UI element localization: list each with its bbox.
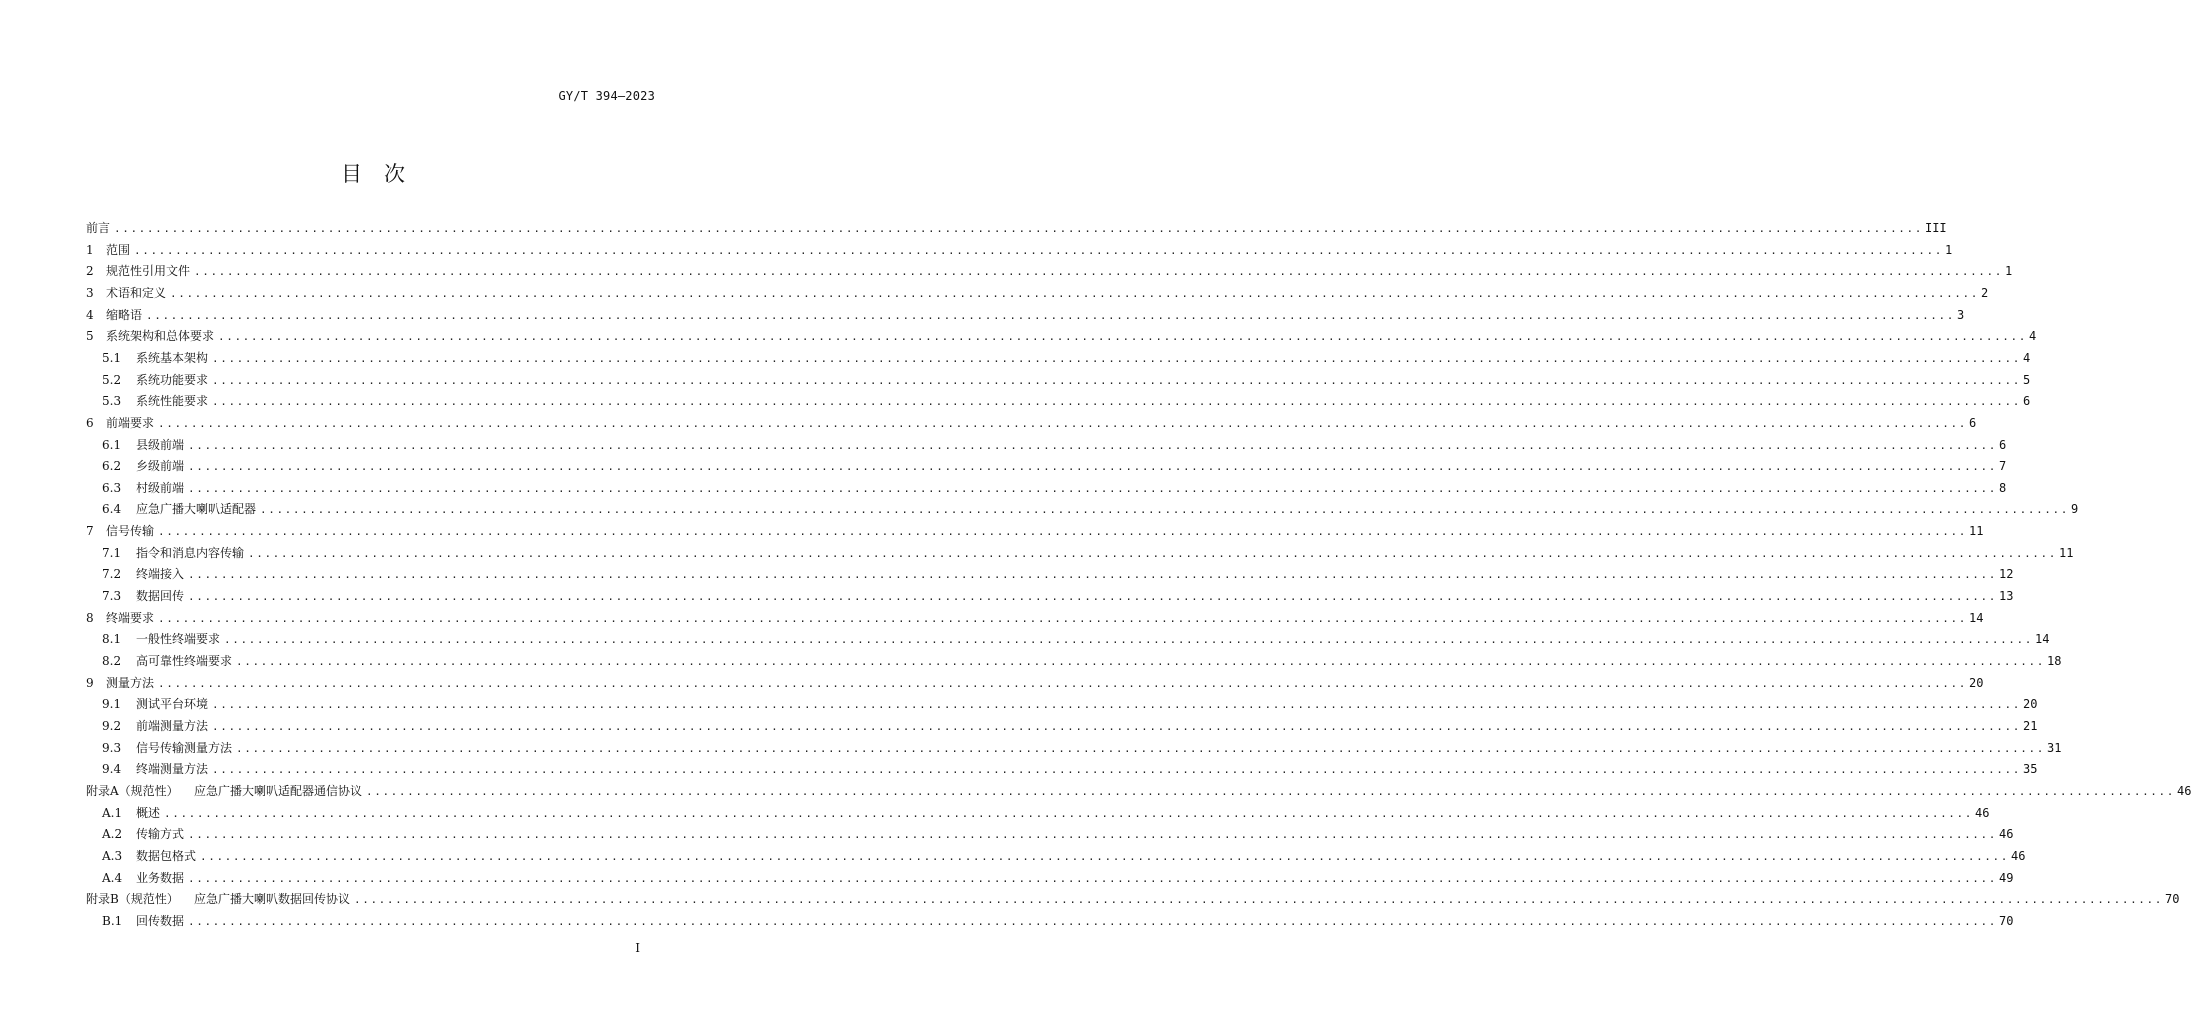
toc-entry-number: 附录A（规范性） (86, 784, 179, 798)
toc-entry-title: 回传数据 (136, 914, 185, 928)
toc-entry-number: 7.2 (102, 567, 122, 581)
toc-entry-page: 2 (1980, 286, 1989, 300)
toc-entry-page: 11 (2058, 546, 2074, 560)
toc-entry-number: A.3 (102, 849, 123, 863)
toc-entry[interactable] (102, 717, 2038, 735)
standard-number: GY/T 394—2023 (558, 89, 655, 103)
toc-entry-title: 应急广播大喇叭数据回传协议 (194, 892, 351, 906)
toc-entry-page: 9 (2070, 502, 2079, 516)
toc-entry-page: 70 (1998, 914, 2014, 928)
toc-entry-page: 31 (2046, 741, 2062, 755)
toc-leader-dots: ............................................................................................................................................................................................................................ (366, 785, 2175, 798)
toc-entry-title: 一般性终端要求 (136, 632, 221, 646)
toc-entry-page: 46 (1974, 806, 1990, 820)
toc-entry-number: 6.1 (102, 438, 122, 452)
toc-leader-dots: ............................................................................................................................................................................................................................ (188, 439, 1997, 452)
toc-leader-dots: ............................................................................................................................................................................................................................ (212, 763, 2021, 776)
toc-leader-dots: ............................................................................................................................................................................................................................ (158, 417, 1967, 430)
toc-leader-dots: ............................................................................................................................................................................................................................ (260, 503, 2069, 516)
toc-entry-number: 6 (86, 416, 94, 430)
toc-entry[interactable] (102, 479, 2007, 497)
toc-leader-dots: ............................................................................................................................................................................................................................ (188, 460, 1997, 473)
toc-entry-number: 4 (86, 308, 94, 322)
toc-entry[interactable] (102, 457, 2007, 475)
toc-entry-title: 前言 (86, 221, 111, 235)
toc-leader-dots: ............................................................................................................................................................................................................................ (212, 720, 2021, 733)
toc-entry[interactable] (86, 674, 1984, 692)
toc-entry-number: A.2 (102, 827, 123, 841)
toc-entry-title: 前端要求 (106, 416, 155, 430)
toc-leader-dots: ............................................................................................................................................................................................................................ (188, 482, 1997, 495)
toc-entry-title: 指令和消息内容传输 (136, 546, 245, 560)
toc-entry[interactable] (102, 739, 2062, 757)
toc-entry[interactable] (102, 349, 2031, 367)
toc-entry-title: 数据包格式 (136, 849, 197, 863)
toc-entry-page: III (1924, 221, 1947, 235)
toc-entry[interactable] (102, 544, 2074, 562)
toc-leader-dots: ............................................................................................................................................................................................................................ (146, 309, 1955, 322)
toc-entry-title: 系统功能要求 (136, 373, 209, 387)
toc-entry[interactable] (86, 284, 1989, 302)
toc-entry[interactable] (102, 371, 2031, 389)
toc-leader-dots: ............................................................................................................................................................................................................................ (200, 850, 2009, 863)
toc-leader-dots: ............................................................................................................................................................................................................................ (236, 655, 2045, 668)
toc-entry-title: 数据回传 (136, 589, 185, 603)
toc-entry-number: 7.1 (102, 546, 122, 560)
toc-entry-number: 5.3 (102, 394, 122, 408)
toc-entry-page: 14 (2034, 632, 2050, 646)
toc-leader-dots: ............................................................................................................................................................................................................................ (164, 807, 1973, 820)
toc-entry-page: 6 (1998, 438, 2007, 452)
toc-entry-page: 70 (2164, 892, 2180, 906)
toc-entry-title: 规范性引用文件 (106, 264, 191, 278)
toc-entry-title: 测量方法 (106, 676, 155, 690)
toc-entry-number: 8.2 (102, 654, 122, 668)
toc-entry-title: 信号传输测量方法 (136, 741, 233, 755)
toc-entry[interactable] (86, 327, 2037, 345)
toc-leader-dots: ............................................................................................................................................................................................................................ (236, 742, 2045, 755)
toc-leader-dots: ............................................................................................................................................................................................................................ (134, 244, 1943, 257)
toc-entry[interactable] (102, 652, 2062, 670)
toc-entry-page: 46 (1998, 827, 2014, 841)
toc-entry-title: 传输方式 (136, 827, 185, 841)
toc-entry[interactable] (86, 609, 1984, 627)
toc-entry-number: 附录B（规范性） (86, 892, 179, 906)
toc-entry-number: 2 (86, 264, 94, 278)
toc-entry[interactable] (102, 500, 2079, 518)
toc-leader-dots: ............................................................................................................................................................................................................................ (248, 547, 2057, 560)
toc-entry-number: 9.4 (102, 762, 122, 776)
toc-entry-title: 乡级前端 (136, 459, 185, 473)
toc-leader-dots: ............................................................................................................................................................................................................................ (212, 395, 2021, 408)
toc-entry-title: 县级前端 (136, 438, 185, 452)
toc-entry-number: 6.3 (102, 481, 122, 495)
toc-entry[interactable] (86, 782, 2191, 800)
toc-leader-dots: ............................................................................................................................................................................................................................ (212, 698, 2021, 711)
toc-leader-dots: ............................................................................................................................................................................................................................ (114, 222, 1923, 235)
toc-entry-title: 系统架构和总体要求 (106, 329, 215, 343)
toc-entry-number: 5.2 (102, 373, 122, 387)
toc-entry-title: 终端接入 (136, 567, 185, 581)
toc-entry-title: 终端测量方法 (136, 762, 209, 776)
toc-leader-dots: ............................................................................................................................................................................................................................ (354, 893, 2163, 906)
toc-leader-dots: ............................................................................................................................................................................................................................ (158, 525, 1967, 538)
toc-entry-number: 6.2 (102, 459, 122, 473)
toc-entry-title: 术语和定义 (106, 286, 167, 300)
toc-entry-title: 缩略语 (106, 308, 143, 322)
toc-entry[interactable] (102, 630, 2050, 648)
toc-entry-number: A.4 (102, 871, 123, 885)
toc-entry-page: 7 (1998, 459, 2007, 473)
toc-entry-number: 7.3 (102, 589, 122, 603)
toc-entry-number: 3 (86, 286, 94, 300)
toc-entry[interactable] (102, 392, 2031, 410)
toc-entry-title: 概述 (136, 806, 161, 820)
toc-entry[interactable] (102, 565, 2014, 583)
toc-entry-number: 9.2 (102, 719, 122, 733)
toc-entry[interactable] (102, 695, 2038, 713)
toc-entry-page: 3 (1956, 308, 1965, 322)
toc-entry-page: 12 (1998, 567, 2014, 581)
toc-entry-title: 业务数据 (136, 871, 185, 885)
toc-entry-number: B.1 (102, 914, 123, 928)
toc-leader-dots: ............................................................................................................................................................................................................................ (188, 872, 1997, 885)
toc-entry-page: 1 (1944, 243, 1953, 257)
toc-entry-page: 14 (1968, 611, 1984, 625)
toc-entry-page: 8 (1998, 481, 2007, 495)
toc-entry[interactable] (102, 912, 2014, 930)
toc-leader-dots: ............................................................................................................................................................................................................................ (212, 352, 2021, 365)
toc-leader-dots: ............................................................................................................................................................................................................................ (188, 828, 1997, 841)
toc-entry[interactable] (86, 219, 1947, 237)
toc-entry-page: 5 (2022, 373, 2031, 387)
toc-entry-number: 9 (86, 676, 94, 690)
toc-leader-dots: ............................................................................................................................................................................................................................ (188, 590, 1997, 603)
toc-entry[interactable] (86, 306, 1965, 324)
toc-entry-title: 高可靠性终端要求 (136, 654, 233, 668)
toc-entry-number: 8.1 (102, 632, 122, 646)
toc-leader-dots: ............................................................................................................................................................................................................................ (224, 633, 2033, 646)
toc-entry[interactable] (102, 760, 2038, 778)
toc-entry-page: 46 (2176, 784, 2191, 798)
page-folio: I (635, 941, 640, 955)
toc-entry-page: 46 (2010, 849, 2026, 863)
toc-entry-number: 5 (86, 329, 94, 343)
toc-entry-page: 4 (2022, 351, 2031, 365)
toc-entry[interactable] (102, 587, 2014, 605)
toc-entry-page: 20 (2022, 697, 2038, 711)
toc-leader-dots: ............................................................................................................................................................................................................................ (188, 915, 1997, 928)
toc-entry-number: 7 (86, 524, 94, 538)
toc-entry-title: 终端要求 (106, 611, 155, 625)
toc-entry-page: 11 (1968, 524, 1984, 538)
toc-entry[interactable] (102, 436, 2007, 454)
toc-entry[interactable] (86, 890, 2180, 908)
toc-entry[interactable] (86, 241, 1953, 259)
toc-leader-dots: ............................................................................................................................................................................................................................ (170, 287, 1979, 300)
toc-entry-page: 13 (1998, 589, 2014, 603)
toc-entry-page: 49 (1998, 871, 2014, 885)
toc-entry[interactable] (102, 869, 2014, 887)
toc-entry-number: 1 (86, 243, 94, 257)
toc-entry[interactable] (102, 804, 1990, 822)
toc-title: 目次 (341, 162, 427, 186)
toc-entry-page: 1 (2004, 264, 2013, 278)
toc-entry[interactable] (86, 414, 1977, 432)
toc-entry-page: 18 (2046, 654, 2062, 668)
toc-entry[interactable] (102, 847, 2026, 865)
toc-leader-dots: ............................................................................................................................................................................................................................ (158, 677, 1967, 690)
toc-entry-page: 6 (2022, 394, 2031, 408)
toc-entry-page: 20 (1968, 676, 1984, 690)
toc-leader-dots: ............................................................................................................................................................................................................................ (158, 612, 1967, 625)
toc-entry-page: 35 (2022, 762, 2038, 776)
toc-entry-title: 应急广播大喇叭适配器 (136, 502, 257, 516)
toc-leader-dots: ............................................................................................................................................................................................................................ (194, 265, 2003, 278)
toc-entry-title: 前端测量方法 (136, 719, 209, 733)
toc-entry-title: 系统基本架构 (136, 351, 209, 365)
toc-entry-number: 6.4 (102, 502, 122, 516)
toc-leader-dots: ............................................................................................................................................................................................................................ (218, 330, 2027, 343)
toc-entry[interactable] (86, 522, 1984, 540)
toc-entry-number: A.1 (102, 806, 123, 820)
toc-entry-title: 范围 (106, 243, 131, 257)
toc-leader-dots: ............................................................................................................................................................................................................................ (212, 374, 2021, 387)
toc-entry-title: 应急广播大喇叭适配器通信协议 (194, 784, 363, 798)
toc-entry-page: 21 (2022, 719, 2038, 733)
toc-entry[interactable] (102, 825, 2014, 843)
toc-entry[interactable] (86, 262, 2013, 280)
toc-entry-number: 8 (86, 611, 94, 625)
toc-entry-title: 信号传输 (106, 524, 155, 538)
toc-entry-page: 6 (1968, 416, 1977, 430)
toc-entry-title: 村级前端 (136, 481, 185, 495)
toc-entry-title: 测试平台环境 (136, 697, 209, 711)
toc-entry-number: 9.1 (102, 697, 122, 711)
toc-entry-page: 4 (2028, 329, 2037, 343)
toc-entry-number: 5.1 (102, 351, 122, 365)
toc-entry-title: 系统性能要求 (136, 394, 209, 408)
toc-entry-number: 9.3 (102, 741, 122, 755)
toc-leader-dots: ............................................................................................................................................................................................................................ (188, 568, 1997, 581)
